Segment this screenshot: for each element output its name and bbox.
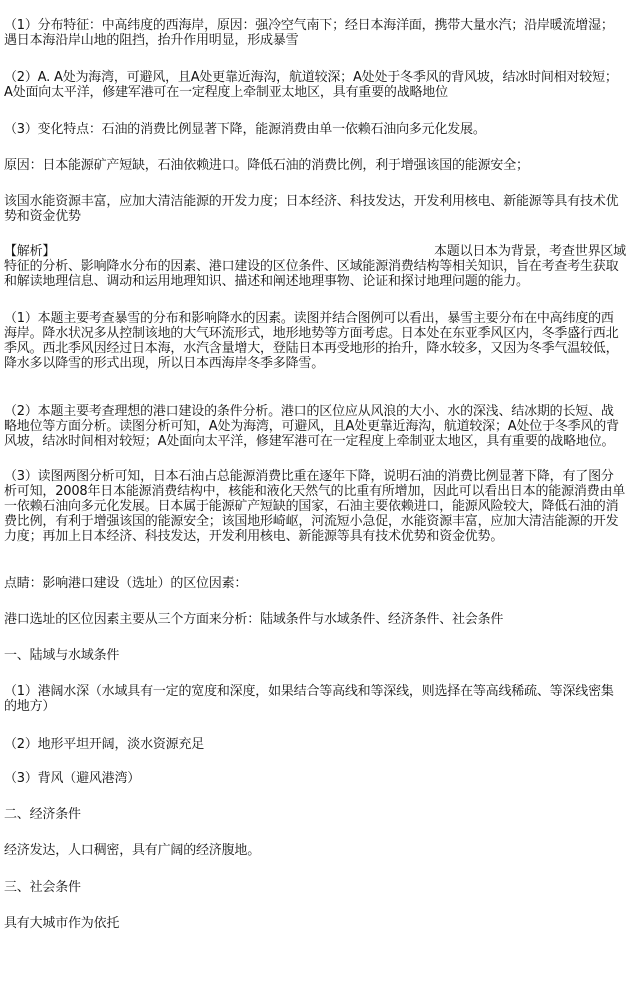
answer-reason: 原因：日本能源矿产短缺，石油依赖进口。降低石油的消费比例，利于增强该国的能源安全； xyxy=(4,158,529,173)
tips-item-2: （2）地形平坦开阔，淡水资源充足 xyxy=(4,737,205,752)
tips-economic: 经济发达，人口稠密，具有广阔的经济腹地。 xyxy=(4,843,261,858)
answer-part-2: （2）A. A处为海湾，可避风，且A处更靠近海沟，航道较深；A处处于冬季风的背风坡，结冰时间相对较短；A处面向太平洋，修建军港可在一定程度上牵制亚太地区，具有重要的战略地位 xyxy=(4,70,618,100)
tips-item-1: （1）港阔水深（水域具有一定的宽度和深度，如果结合等高线和等深线，则选择在等高线稀疏、等深线密集的地方） xyxy=(4,684,614,714)
analysis-lead: 本题以日本为背景，考查世界区域 xyxy=(433,244,626,259)
answer-part-3: （3）变化特点：石油的消费比例显著下降，能源消费由单一依赖石油向多元化发展。 xyxy=(4,122,486,137)
tips-section-1: 一、陆域与水域条件 xyxy=(4,648,120,663)
analysis-intro: 特征的分析、影响降水分布的因素、港口建设的区位条件、区域能源消费结构等相关知识，旨在考查考生获取和解读地理信息、调动和运用地理知识、描述和阐述地理事物、论证和探讨地理问题的能力。 xyxy=(4,259,619,289)
answer-part-1: （1）分布特征：中高纬度的西海岸，原因：强冷空气南下；经日本海洋面，携带大量水汽；沿岸暖流增湿；遇日本海沿岸山地的阻挡，抬升作用明显，形成暴雪 xyxy=(4,18,614,48)
analysis-tag: 【解析】 xyxy=(4,244,56,259)
tips-section-3: 三、社会条件 xyxy=(4,880,81,895)
analysis-header-row xyxy=(4,244,626,259)
analysis-q1: （1）本题主要考查暴雪的分布和影响降水的因素。读图并结合图例可以看出，暴雪主要分布在中高纬度的西海岸。降水状况多从控制该地的大气环流形式，地形地势等方面考虑。日本处在东亚季风区内，冬季盛行西北季风。西北季风因经过日本海，水汽含量增大，登陆日本再受地形的抬升，降水较多，又因为冬季气温较低，降水多以降雪的形式出现，所以日本西海岸冬季多降雪。 xyxy=(4,311,619,371)
tips-overview: 港口选址的区位因素主要从三个方面来分析：陆域条件与水域条件、经济条件、社会条件 xyxy=(4,612,504,627)
tips-section-2: 二、经济条件 xyxy=(4,807,81,822)
tips-heading: 点睛：影响港口建设（选址）的区位因素： xyxy=(4,576,248,591)
tips-item-3: （3）背风（避风港湾） xyxy=(4,771,141,786)
tips-social: 具有大城市作为依托 xyxy=(4,916,120,931)
analysis-block xyxy=(4,244,626,289)
analysis-q2: （2）本题主要考查理想的港口建设的条件分析。港口的区位应从风浪的大小、水的深浅、结冰期的长短、战略地位等方面分析。读图分析可知，A处为海湾，可避风，且A处更靠近海沟，航道较深；A处位于冬季风的背风坡，结冰时间相对较短；A处面向太平洋，修建军港可在一定程度上牵制亚太地区，具有重要的战略地位。 xyxy=(4,404,619,449)
analysis-q3: （3）读图两图分析可知，日本石油占总能源消费比重在逐年下降，说明石油的消费比例显著下降，有了图分析可知，2008年日本能源消费结构中，核能和液化天然气的比重有所增加，因此可以看出日本的能源消费由单一依赖石油向多元化发展。日本属于能源矿产短缺的国家，石油主要依赖进口，能源风险较大，降低石油的消费比例，有利于增强该国的能源安全；该国地形崎岖，河流短小急促，水能资源丰富，应加大清洁能源的开发力度；再加上日本经济、科技发达，开发利用核电、新能源等具有技术优势和资金优势。 xyxy=(4,469,626,544)
answer-hydro: 该国水能资源丰富，应加大清洁能源的开发力度；日本经济、科技发达，开发利用核电、新能源等具有技术优势和资金优势 xyxy=(4,194,619,224)
